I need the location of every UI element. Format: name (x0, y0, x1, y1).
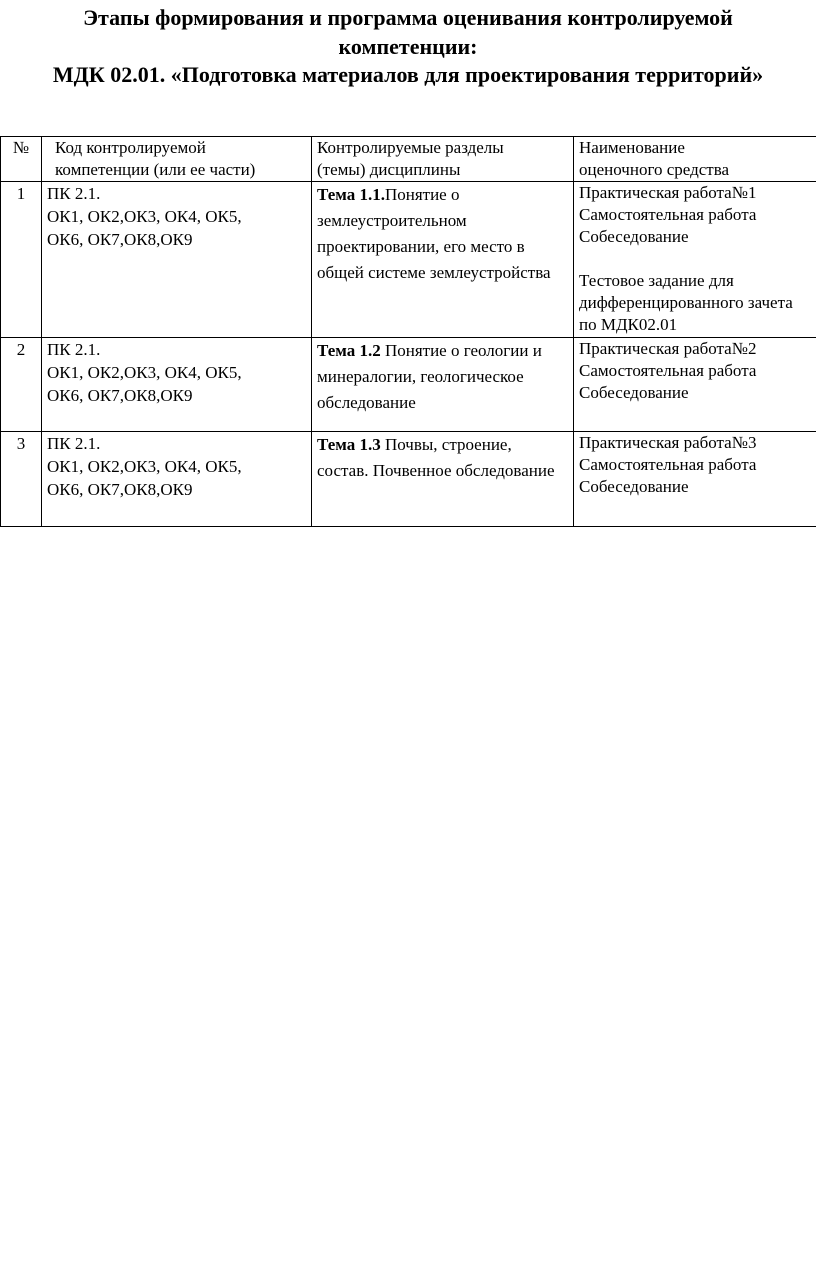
row-tool: Практическая работа№2 Самостоятельная работа Собеседование (574, 338, 816, 432)
row-num: 2 (1, 338, 42, 432)
document-subtitle: МДК 02.01. «Подготовка материалов для проектирования территорий» (52, 62, 764, 87)
theme-text: Почвы, строение, состав. Почвенное обследование (317, 435, 555, 480)
table-row (1, 432, 816, 527)
document-title-line-1: Этапы формирования и программа оценивания контролируемой (83, 5, 733, 30)
theme-text: Понятие о геологии и минералогии, геологическое обследование (317, 341, 542, 412)
row-code: ПК 2.1. ОК1, ОК2,ОК3, ОК4, ОК5, ОК6, ОК7,ОК8,ОК9 (42, 432, 312, 527)
document-title-line-2: компетенции: (338, 34, 478, 59)
header-sections: Контролируемые разделы (темы) дисциплины (312, 137, 574, 182)
theme-label: Тема 1.3 (317, 435, 381, 454)
row-code: ПК 2.1. ОК1, ОК2,ОК3, ОК4, ОК5, ОК6, ОК7,ОК8,ОК9 (42, 182, 312, 338)
table-header-row (1, 137, 816, 182)
row-num: 3 (1, 432, 42, 527)
row-theme (312, 182, 574, 338)
header-code: Код контролируемой компетенции (или ее части) (42, 137, 312, 182)
table-row (1, 182, 816, 338)
row-theme (312, 338, 574, 432)
row-tool: Практическая работа№3 Самостоятельная работа Собеседование (574, 432, 816, 527)
row-num: 1 (1, 182, 42, 338)
theme-label: Тема 1.1. (317, 185, 385, 204)
competence-table (0, 136, 816, 527)
row-code: ПК 2.1. ОК1, ОК2,ОК3, ОК4, ОК5, ОК6, ОК7,ОК8,ОК9 (42, 338, 312, 432)
row-theme (312, 432, 574, 527)
theme-label: Тема 1.2 (317, 341, 381, 360)
row-tool: Практическая работа№1 Самостоятельная работа Собеседование Тестовое задание для дифференцированного зачета по МДК02.01 (574, 182, 816, 338)
header-num: № (1, 137, 42, 182)
table-row (1, 338, 816, 432)
header-tool: Наименование оценочного средства (574, 137, 816, 182)
theme-text: Понятие о землеустроительном проектировании, его место в общей системе землеустройства (317, 185, 551, 282)
